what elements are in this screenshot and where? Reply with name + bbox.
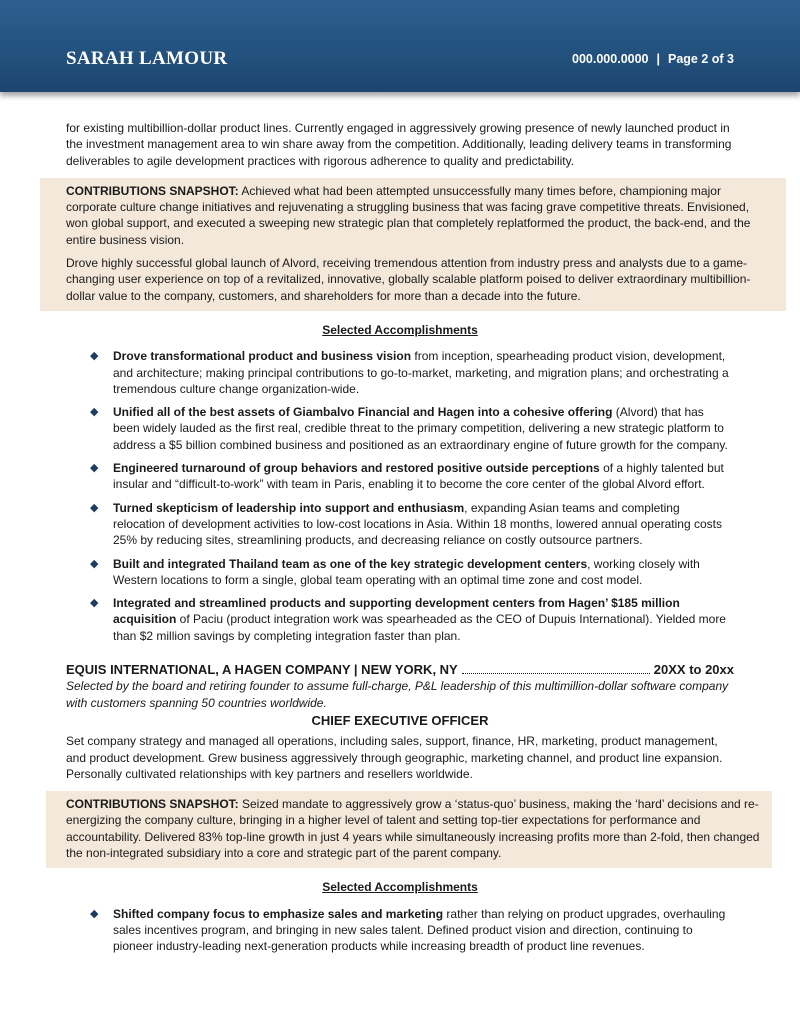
list-item — [90, 595, 730, 644]
diamond-bullet-icon: ◆ — [90, 501, 99, 514]
snapshot-2-text: Seized mandate to aggressively grow a ‘status-quo’ business, making the ‘hard’ decisions and re-energizing the company culture, bringing in a higher level of talent and setting top-tier expectations for performance and accountability. Delivered 83% top-line growth in just 4 years while simultaneously increasing profits more than 2-fold, then changed the non-integrated subsidiary into a core and strategic part of the parent company. — [66, 797, 760, 860]
contributions-snapshot-1 — [40, 178, 786, 311]
diamond-bullet-icon: ◆ — [90, 597, 99, 610]
diamond-bullet-icon: ◆ — [90, 406, 99, 419]
employment-dates: 20XX to 20xx — [653, 662, 734, 678]
item-text: (Alvord) that has been widely lauded as the first real, credible threat to the primary competition, delivering a new strategic platform to address a $5 billion combined business and positioned as an extraordinary engine of future growth for the company. — [113, 405, 728, 452]
snapshot-2-label: CONTRIBUTIONS SNAPSHOT: — [66, 797, 239, 812]
item-lead: Integrated and streamlined products and supporting development centers from Hagen’ $185 million acquisition — [113, 596, 680, 627]
accomplishments-list-1 — [0, 348, 800, 644]
item-text: rather than relying on product upgrades, overhauling sales incentives program, and bringing in new sales talent. Defined product vision and direction, continuing to pioneer industry-leading next-generation products while increasing breadth of product line revenues. — [113, 906, 726, 954]
company-heading — [0, 662, 800, 678]
item-lead: Drove transformational product and business vision — [113, 349, 412, 364]
contributions-snapshot-2 — [46, 791, 772, 868]
contact-info — [572, 52, 734, 66]
list-item — [90, 556, 730, 589]
item-lead: Built and integrated Thailand team as one of the key strategic development centers — [113, 556, 588, 571]
phone-number: 000.000.0000 — [572, 52, 649, 66]
diamond-bullet-icon: ◆ — [90, 557, 99, 570]
dot-leader — [462, 672, 650, 674]
diamond-bullet-icon: ◆ — [90, 350, 99, 363]
selected-accomplishments-heading-2: Selected Accomplishments — [322, 880, 478, 895]
snapshot-1-text: Achieved what had been attempted unsuccessfully many times before, championing major corporate culture change initiatives and rejuvenating a struggling business that was facing grave competitive threats. Envisioned, won global support, and executed a sweeping new strategic plan that completely replatformed the product, the back-end, and the entire business vision. — [66, 183, 751, 247]
snapshot-1-label: CONTRIBUTIONS SNAPSHOT: — [66, 183, 239, 198]
list-item — [90, 348, 730, 397]
item-text: of a highly talented but insular and “difficult-to-work” with team in Paris, enabling it to become the core center of the global Alvord effort. — [113, 461, 724, 492]
intro-paragraph: for existing multibillion-dollar product lines. Currently engaged in aggressively growing presence of newly launched product in the investment management area to win share away from the competition. Additionally, leading delivery teams in transforming deliverables to agile development practices with rigorous adherence to quality and predictability. — [66, 121, 732, 168]
item-lead: Unified all of the best assets of Giambalvo Financial and Hagen into a cohesive offering — [113, 405, 613, 420]
separator: | — [656, 52, 660, 66]
snapshot-1-paragraph — [66, 183, 774, 248]
job-title: CHIEF EXECUTIVE OFFICER — [311, 712, 489, 728]
item-text: , expanding Asian teams and completing relocation of development activities to low-cost locations in Asia. Within 18 months, lowered annual operating costs 25% by reducing sites, streamlining products, and decreasing reliance on costly outsource partners. — [113, 500, 722, 548]
list-item — [90, 500, 730, 549]
company-name: EQUIS INTERNATIONAL, A HAGEN COMPANY | NEW YORK, NY — [66, 662, 458, 678]
item-text: , working closely with Western locations to form a single, global team operating with an optimal time zone and cost model. — [113, 556, 700, 587]
item-text: from inception, spearheading product vision, development, and architecture; making principal contributions to go-to-market, marketing, and migration plans; and orchestrating a tremendous culture change organization-wide. — [113, 349, 729, 396]
snapshot-1-paragraph-2: Drove highly successful global launch of Alvord, receiving tremendous attention from industry press and analysts due to a game-changing user experience on top of a revitalized, innovative, globally scalable platform poised to deliver extraordinary multibillion-dollar value to the company, customers, and shareholders for more than a decade into the future. — [66, 256, 751, 303]
snapshot-2-paragraph — [66, 796, 760, 861]
list-item — [90, 906, 730, 955]
candidate-name: SARAH LAMOUR — [66, 48, 228, 69]
page-number: Page 2 of 3 — [668, 52, 734, 66]
list-item — [90, 460, 730, 493]
diamond-bullet-icon: ◆ — [90, 907, 99, 920]
item-lead: Engineered turnaround of group behaviors and restored positive outside perceptions — [113, 461, 600, 476]
company-description: Selected by the board and retiring founder to assume full-charge, P&L leadership of this multimillion-dollar software company with customers spanning 50 countries worldwide. — [66, 679, 729, 710]
page-header — [0, 0, 800, 92]
item-text: of Paciu (product integration work was spearheaded as the CEO of Dupuis International). Yielded more than $2 million savings by completing integration faster than plan. — [113, 612, 726, 643]
role-summary: Set company strategy and managed all operations, including sales, support, finance, HR, marketing, product management, and product development. Grew business aggressively through geographic, marketing channel, and product line expansion. Personally cultivated relationships with key partners and resellers worldwide. — [66, 734, 723, 781]
selected-accomplishments-heading-1: Selected Accomplishments — [322, 322, 478, 337]
resume-content — [0, 120, 800, 961]
list-item — [90, 404, 730, 453]
accomplishments-list-2 — [0, 906, 800, 955]
item-lead: Turned skepticism of leadership into support and enthusiasm — [113, 500, 465, 515]
diamond-bullet-icon: ◆ — [90, 462, 99, 475]
item-lead: Shifted company focus to emphasize sales and marketing — [113, 906, 444, 921]
